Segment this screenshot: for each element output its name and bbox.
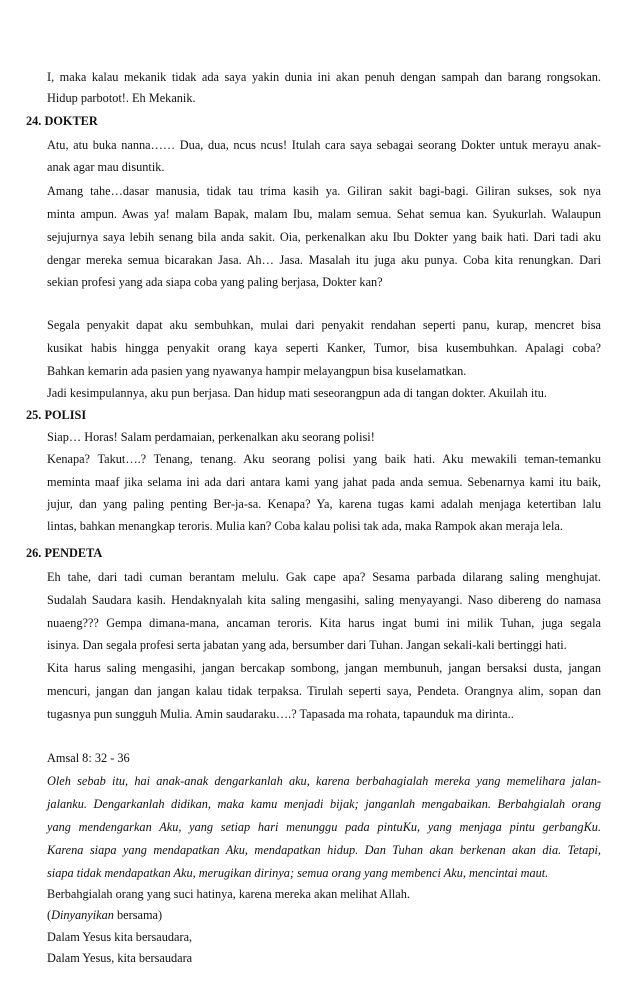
text-line: sekian profesi yang ada siapa coba yang paling berjasa, Dokter kan?	[47, 275, 383, 289]
text-line: mencuri, jangan dan jangan kalau tidak terpaksa. Tirulah seperti saya, Pendeta. Orangnya alim, sopan dan	[47, 684, 601, 698]
text-line: Siap… Horas! Salam perdamaian, perkenalkan aku seorang polisi!	[47, 430, 375, 444]
text-line: minta ampun. Awas ya! malam Bapak, malam Ibu, malam semua. Sehat semua kan. Syukurlah. Walaupun	[47, 207, 601, 221]
text-line: I, maka kalau mekanik tidak ada saya yakin dunia ini akan penuh dengan sampah dan barang rongsokan.	[47, 70, 601, 84]
text-line: tugasnya pun sungguh Mulia. Amin saudaraku….? Tapasada ma rohata, tapaunduk ma dirinta..	[47, 707, 514, 721]
text-line: Oleh sebab itu, hai anak-anak dengarkanlah aku, karena berbahagialah mereka yang memelihara jalan-	[47, 774, 601, 788]
text-line: Hidup parbotot!. Eh Mekanik.	[47, 91, 196, 105]
text-line: Bahkan kemarin ada pasien yang nyawanya hampir melayangpun bisa kuselamatkan.	[47, 364, 467, 378]
italic-word: Dinyanyikan	[51, 908, 114, 922]
text-line: Sudalah Saudara kasih. Hendaknyalah kita saling mengasihi, saling menyayangi. Naso dibereng do namasa	[47, 593, 601, 607]
text-line: meminta maaf jika selama ini ada dari antara kami yang jahat pada anda semua. Sebenarnya kami itu baik,	[47, 475, 601, 489]
text-line: jujur, dan yang paling penting Ber-ja-sa. Kenapa? Ya, karena tugas kami adalah menjaga ketertiban lalu	[47, 497, 601, 511]
text-line: yang mendengarkan Aku, yang setiap hari menunggu pada pintuKu, yang menjaga pintu gerbangKu.	[47, 820, 601, 834]
text-line: Jadi kesimpulannya, aku pun berjasa. Dan hidup mati seseorangpun ada di tangan dokter. Akuilah itu.	[47, 386, 547, 400]
text-line: Kita harus saling mengasihi, jangan bercakap sombong, jangan membunuh, jangan bersaksi dusta, jangan	[47, 661, 601, 675]
text-line: Dalam Yesus, kita bersaudara	[47, 951, 193, 965]
text-line: Eh tahe, dari tadi cuman berantam melulu. Gak cape apa? Sesama parbada dilarang saling menghujat.	[47, 570, 601, 584]
text-line: nuaeng??? Gempa dimana-mana, ancaman teroris. Kita harus ingat bumi ini milik Tuhan, juga segala	[47, 616, 601, 630]
text-line: lintas, bahkan menangkap teroris. Mulia kan? Coba kalau polisi tak ada, maka Rampok akan meraja lela.	[47, 519, 563, 533]
text-line: Amsal 8: 32 - 36	[47, 751, 130, 765]
section-heading: 26. PENDETA	[26, 546, 103, 560]
text-line: sejujurnya saya lebih senang bila anda sakit. Oia, perkenalkan aku Ibu Dokter yang baik hati. Dari tadi aku	[47, 230, 601, 244]
text-line: Amang tahe…dasar manusia, tidak tau trima kasih ya. Giliran sakit bagi-bagi. Giliran sukses, sok nya	[47, 184, 601, 198]
section-heading: 25. POLISI	[26, 408, 87, 422]
text-line: Atu, atu buka nanna…… Dua, dua, ncus ncus! Itulah cara saya sebagai seorang Dokter untuk merayu anak-	[47, 138, 601, 152]
text-line: Dalam Yesus kita bersaudara,	[47, 930, 193, 944]
text-line: Karena siapa yang mendapatkan Aku, mendapatkan hidup. Dan Tuhan akan berkenan akan dia. Tetapi,	[47, 843, 601, 857]
text-line: anak agar mau disuntik.	[47, 160, 165, 174]
text-line: Berbahgialah orang yang suci hatinya, karena mereka akan melihat Allah.	[47, 887, 410, 901]
text-line: isinya. Dan segala profesi serta jabatan yang ada, bersumber dari Tuhan. Jangan sekali-kali bertinggi hati.	[47, 638, 567, 652]
section-heading: 24. DOKTER	[26, 114, 98, 128]
text-line: (Dinyanyikan bersama)	[47, 908, 163, 922]
text-line: jalanku. Dengarkanlah didikan, maka kamu menjadi bijak; janganlah mengabaikan. Berbahgialah orang	[47, 797, 601, 811]
text-line: dengar mereka semua bicarakan Jasa. Ah… Jasa. Masalah itu juga aku punya. Coba kita renungkan. Dari	[47, 253, 601, 267]
text-line: siapa tidak mendapatkan Aku, merugikan dirinya; semua orang yang membenci Aku, mencintai maut.	[47, 866, 549, 880]
text-line: Segala penyakit dapat aku sembuhkan, mulai dari penyakit rendahan seperti panu, kurap, mencret bisa	[47, 318, 601, 332]
text-line: Kenapa? Takut….? Tenang, tenang. Aku seorang polisi yang baik hati. Aku mewakili teman-temanku	[47, 452, 601, 466]
text-line: kusikat habis hingga penyakit orang kaya seperti Kanker, Tumor, bisa kusembuhkan. Apalagi coba?	[47, 341, 601, 355]
